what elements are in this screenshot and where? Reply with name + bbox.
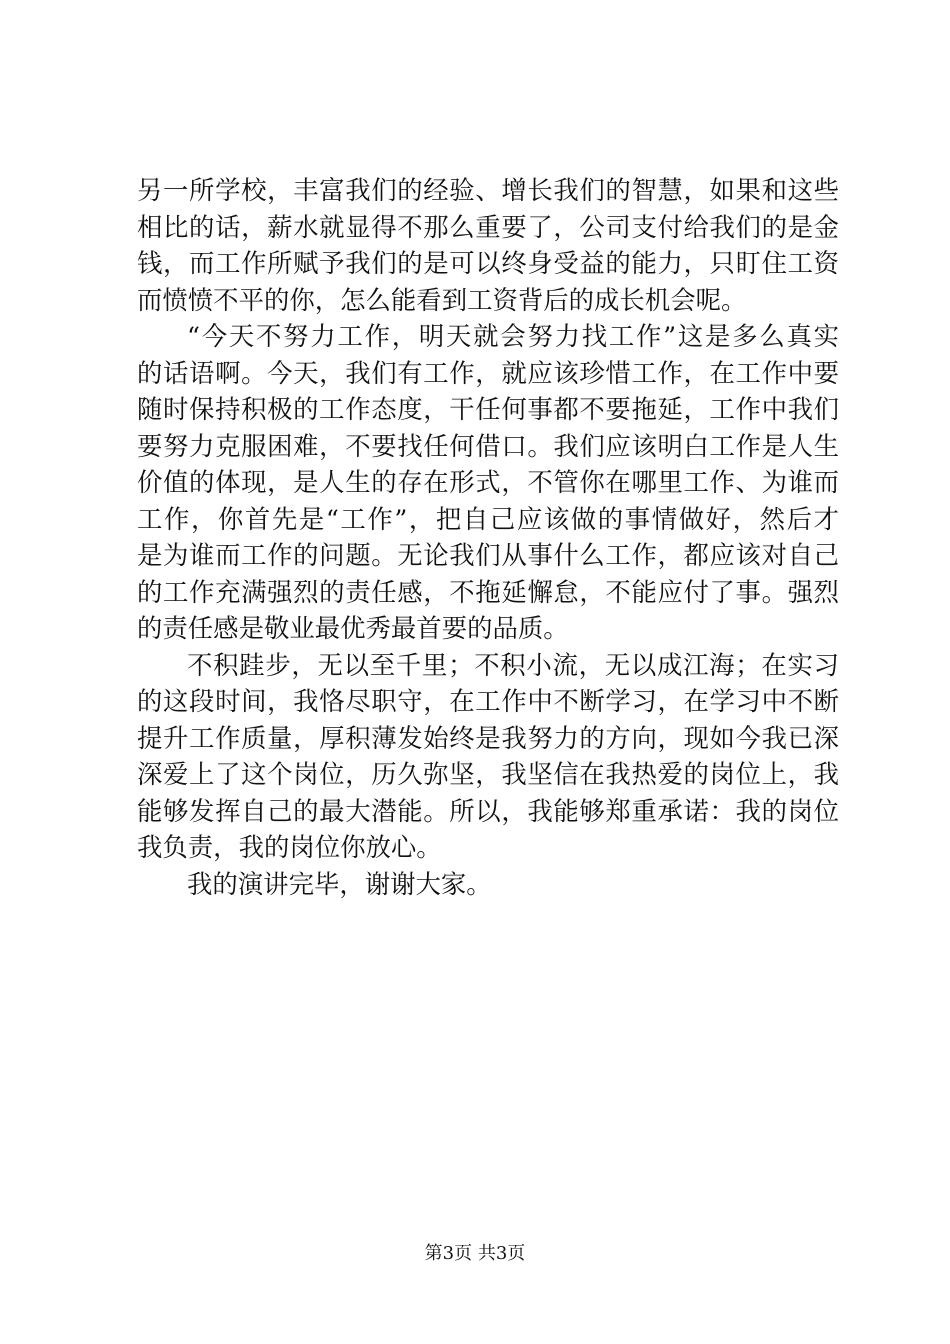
text-line: 是为谁而工作的问题。无论我们从事什么工作，都应该对自己 — [137, 540, 839, 570]
text-line: 的话语啊。今天，我们有工作，就应该珍惜工作，在工作中要 — [137, 357, 839, 388]
text-line: 不积跬步，无以至千里；不积小流，无以成江海；在实习 — [187, 649, 839, 680]
text-line: 另一所学校，丰富我们的经验、增长我们的智慧，如果和这些 — [137, 175, 839, 205]
text-line: 能够发挥自己的最大潜能。所以，我能够郑重承诺：我的岗位 — [137, 795, 839, 826]
text-line: 的工作充满强烈的责任感，不拖延懈怠，不能应付了事。强烈 — [137, 576, 839, 607]
text-line: 价值的体现，是人生的存在形式，不管你在哪里工作、为谁而 — [137, 467, 839, 497]
text-line: 深爱上了这个岗位，历久弥坚，我坚信在我热爱的岗位上，我 — [137, 759, 839, 789]
paragraph-continuation — [137, 172, 839, 318]
text-line: 相比的话，薪水就显得不那么重要了，公司支付给我们的是金 — [137, 211, 839, 242]
page-number: 第3页 共3页 — [424, 1243, 526, 1264]
text-line: 提升工作质量，厚积薄发始终是我努力的方向，现如今我已深 — [137, 722, 839, 753]
paragraph-closing — [137, 866, 839, 903]
text-line: 我的演讲完毕，谢谢大家。 — [187, 868, 492, 899]
text-line: 的责任感是敬业最优秀最首要的品质。 — [137, 613, 569, 643]
paragraph-quote — [137, 318, 839, 647]
text-line: 要努力克服困难，不要找任何借口。我们应该明白工作是人生 — [137, 430, 839, 461]
text-line: 的这段时间，我恪尽职守，在工作中不断学习，在学习中不断 — [137, 686, 839, 716]
text-line: 随时保持积极的工作态度，干任何事都不要拖延，工作中我们 — [137, 394, 839, 424]
page-footer — [0, 1242, 950, 1266]
document-body — [137, 172, 839, 902]
text-line: 我负责，我的岗位你放心。 — [137, 832, 442, 862]
text-line: 而愤愤不平的你，怎么能看到工资背后的成长机会呢。 — [137, 284, 747, 315]
text-line: 工作，你首先是“工作”，把自己应该做的事情做好，然后才 — [137, 503, 839, 534]
text-line: “今天不努力工作，明天就会努力找工作”这是多么真实 — [187, 321, 839, 351]
text-line: 钱，而工作所赋予我们的是可以终身受益的能力，只盯住工资 — [137, 248, 839, 278]
paragraph-internship — [137, 647, 839, 866]
